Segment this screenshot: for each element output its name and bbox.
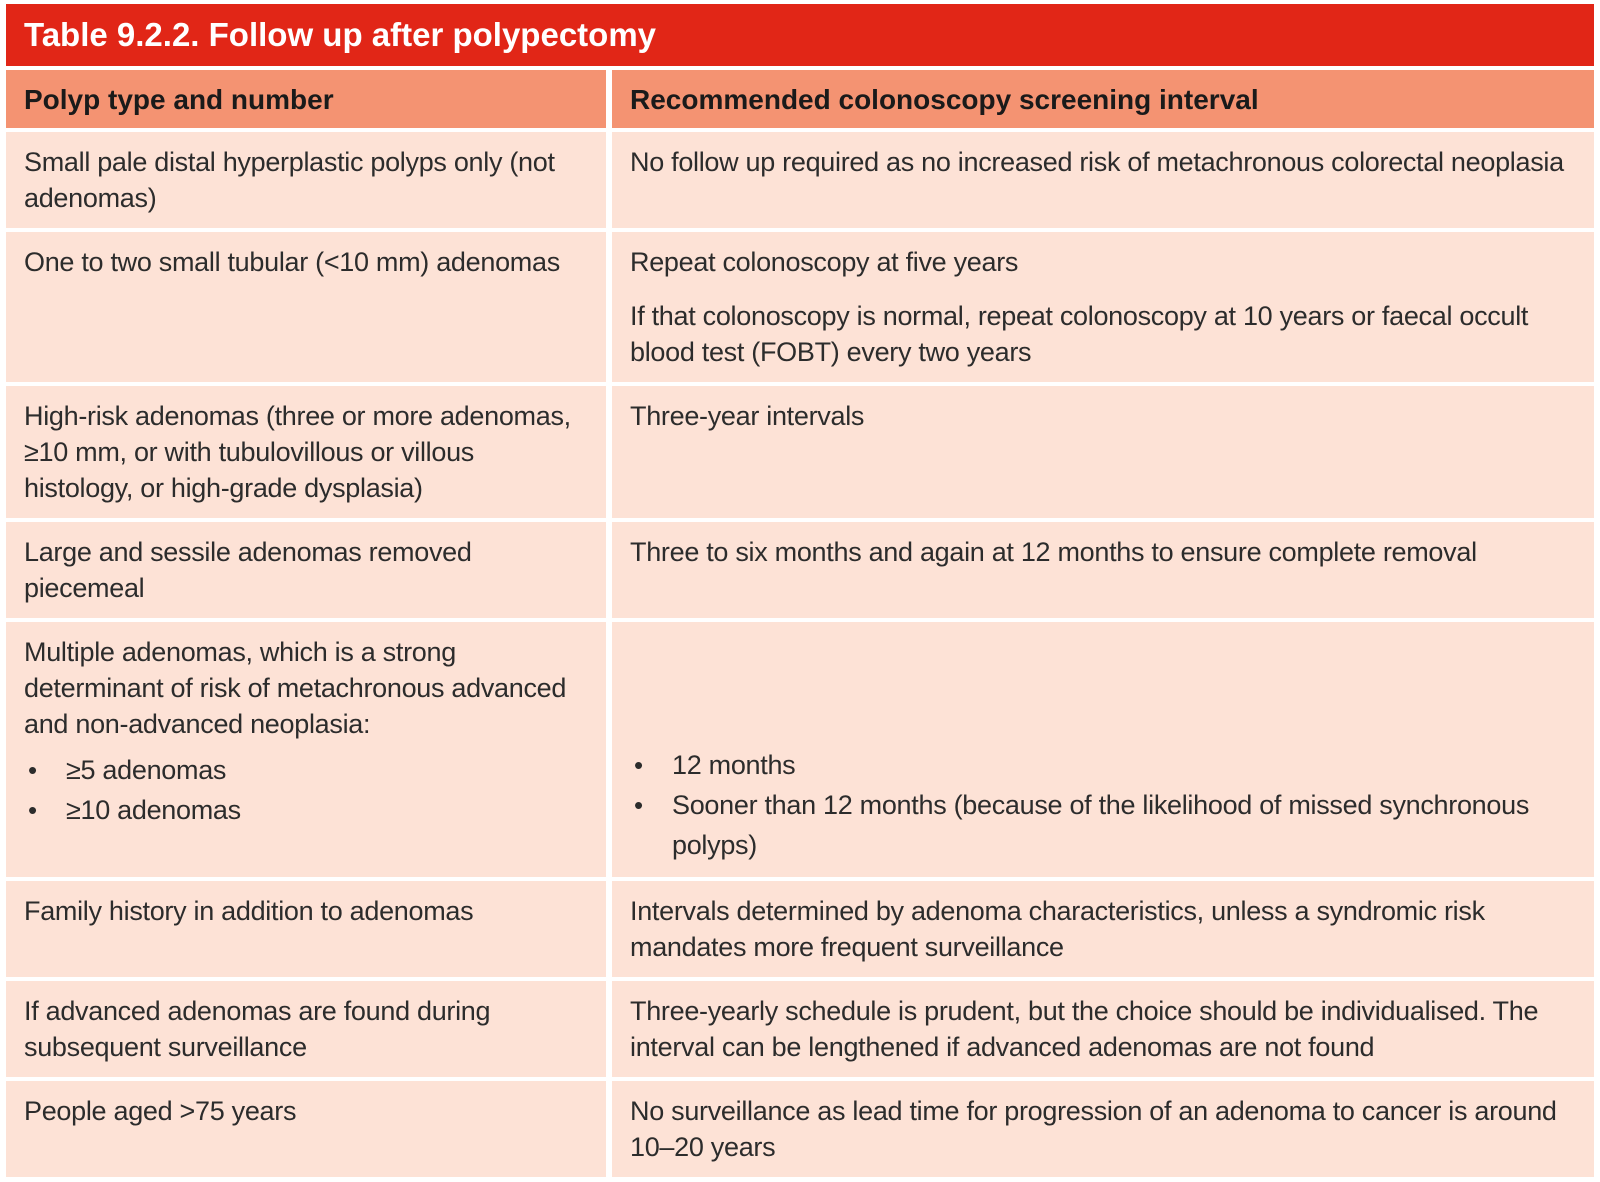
table-row	[6, 132, 1594, 228]
polyp-text: Family history in addition to adenomas	[24, 896, 474, 926]
table-row	[6, 232, 1594, 382]
interval-cell	[606, 232, 1594, 382]
polyp-text: High-risk adenomas (three or more adenomas, ≥10 mm, or with tubulovillous or villous histology, or high-grade dysplasia)	[24, 401, 571, 503]
list-item: • 12 months	[630, 745, 1574, 785]
header-polyp-type: Polyp type and number	[6, 70, 606, 128]
interval-text: No surveillance as lead time for progression of an adenoma to cancer is around 10–20 years	[630, 1096, 1557, 1162]
polyp-cell	[6, 622, 606, 877]
polyp-text: If advanced adenomas are found during subsequent surveillance	[24, 996, 491, 1062]
polyp-cell	[6, 1081, 606, 1177]
interval-text: If that colonoscopy is normal, repeat colonoscopy at 10 years or faecal occult blood test (FOBT) every two years	[630, 301, 1529, 367]
polyp-text: Multiple adenomas, which is a strong determinant of risk of metachronous advanced and non-advanced neoplasia:	[24, 637, 567, 739]
header-row	[6, 70, 1594, 128]
interval-cell	[606, 386, 1594, 518]
table-row	[6, 386, 1594, 518]
polyp-cell	[6, 232, 606, 382]
interval-text: Three-year intervals	[630, 401, 865, 431]
interval-cell	[606, 881, 1594, 977]
polyp-bullet-list	[24, 750, 586, 830]
polyp-cell	[6, 132, 606, 228]
table-row	[6, 522, 1594, 618]
interval-bullet-list	[630, 745, 1574, 865]
header-screening-interval: Recommended colonoscopy screening interval	[606, 70, 1594, 128]
interval-cell	[606, 1081, 1594, 1177]
polyp-cell	[6, 981, 606, 1077]
polyp-text: Large and sessile adenomas removed piecemeal	[24, 537, 472, 603]
list-item: • Sooner than 12 months (because of the likelihood of missed synchronous polyps)	[630, 785, 1574, 865]
polyp-cell	[6, 386, 606, 518]
interval-text: No follow up required as no increased risk of metachronous colorectal neoplasia	[630, 147, 1564, 177]
polyp-cell	[6, 881, 606, 977]
polyp-text: One to two small tubular (<10 mm) adenomas	[24, 247, 560, 277]
interval-cell	[606, 622, 1594, 877]
interval-text: Three-yearly schedule is prudent, but the choice should be individualised. The interval can be lengthened if advanced adenomas are not found	[630, 996, 1539, 1062]
interval-text: Repeat colonoscopy at five years	[630, 247, 1019, 277]
polyp-cell	[6, 522, 606, 618]
interval-text: Intervals determined by adenoma characteristics, unless a syndromic risk mandates more frequent surveillance	[630, 896, 1485, 962]
polyp-text: People aged >75 years	[24, 1096, 297, 1126]
interval-cell	[606, 132, 1594, 228]
table-row	[6, 1081, 1594, 1177]
list-item: • ≥5 adenomas	[24, 750, 586, 790]
interval-cell	[606, 981, 1594, 1077]
table-container	[6, 4, 1594, 1181]
table-row	[6, 881, 1594, 977]
polyp-text: Small pale distal hyperplastic polyps only (not adenomas)	[24, 147, 555, 213]
interval-text: Three to six months and again at 12 months to ensure complete removal	[630, 537, 1477, 567]
interval-cell	[606, 522, 1594, 618]
table-row	[6, 981, 1594, 1077]
list-item: • ≥10 adenomas	[24, 790, 586, 830]
table-title: Table 9.2.2. Follow up after polypectomy	[6, 4, 1594, 66]
follow-up-table	[6, 66, 1594, 1181]
table-row	[6, 622, 1594, 877]
